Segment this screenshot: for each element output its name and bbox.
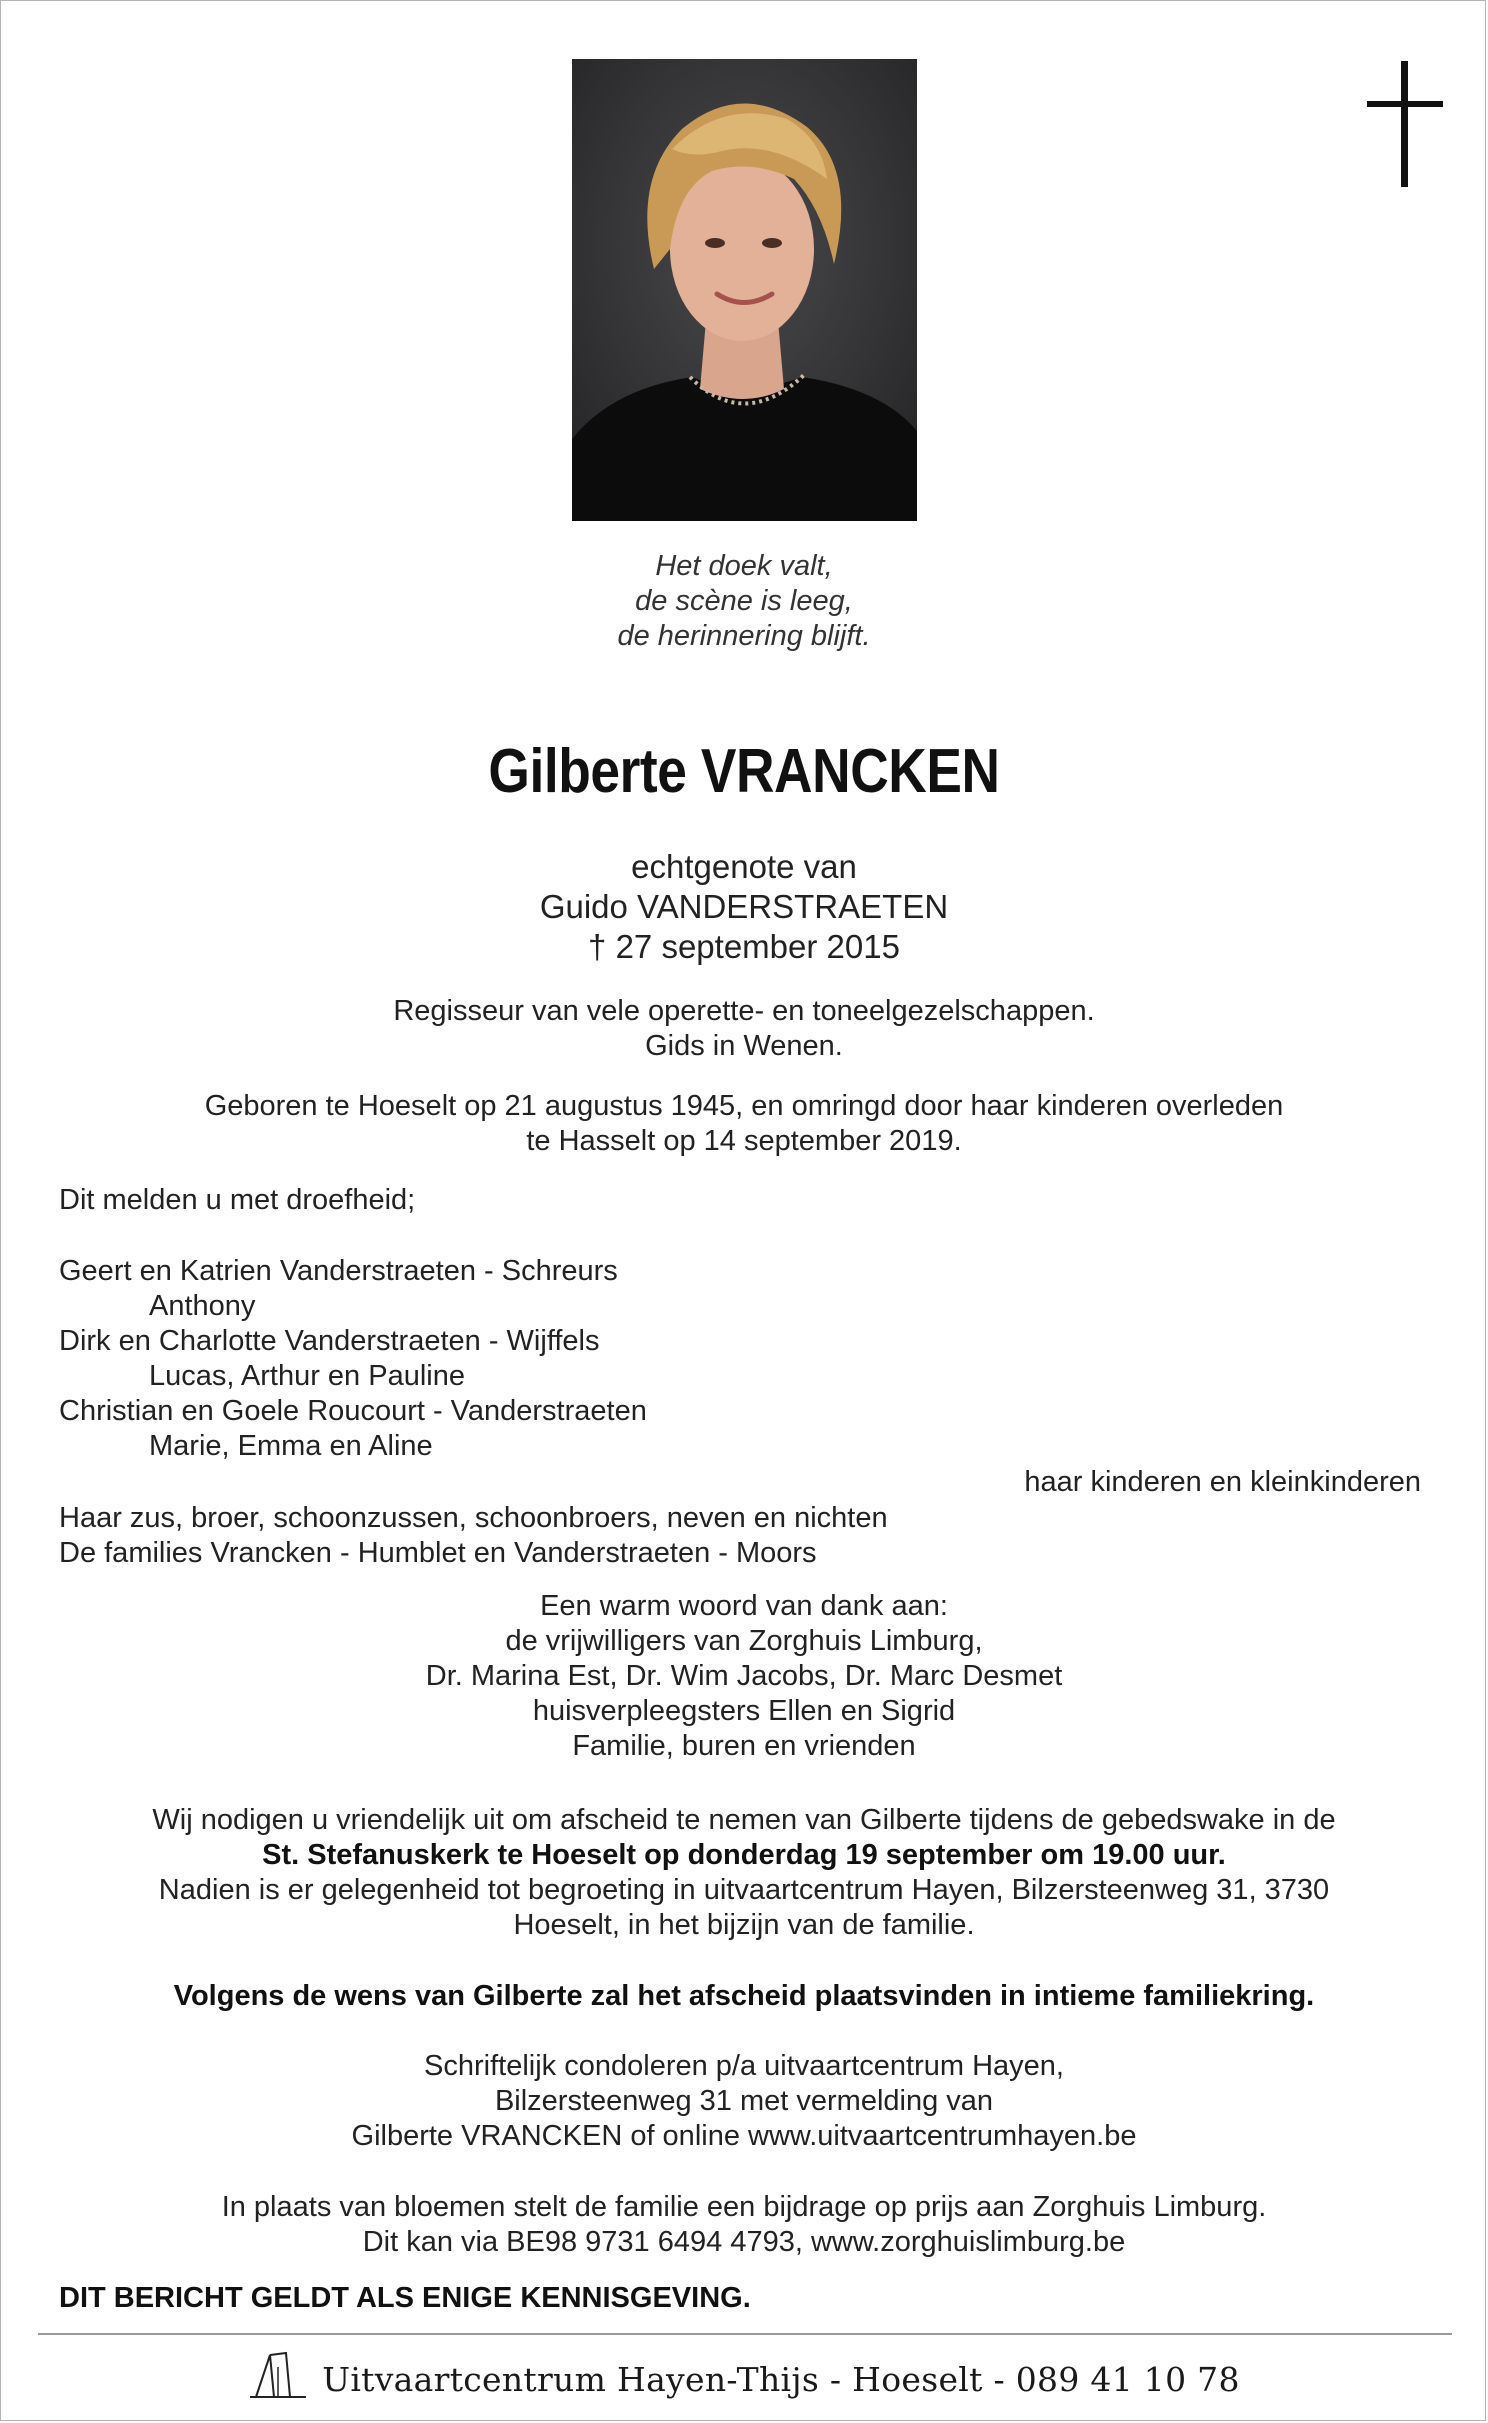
birth-death-line: te Hasselt op 14 september 2019. xyxy=(526,1125,962,1157)
invitation-line: Hoeselt, in het bijzijn van de familie. xyxy=(513,1909,975,1941)
family-member: Geert en Katrien Vanderstraeten - Schreurs xyxy=(59,1255,618,1287)
invitation-block xyxy=(1,1803,1487,1943)
quote-line: Het doek valt, xyxy=(655,550,833,582)
condolence-block xyxy=(1,2049,1487,2154)
donation-line: Dit kan via BE98 9731 6494 4793, www.zorghuislimburg.be xyxy=(362,2226,1126,2258)
thanks-block xyxy=(1,1589,1487,1764)
footer-text: Uitvaartcentrum Hayen-Thijs - Hoeselt - 089 41 10 78 xyxy=(322,2360,1240,2399)
thanks-line: de vrijwilligers van Zorghuis Limburg, xyxy=(505,1625,983,1657)
funeral-home-footer xyxy=(1,2349,1487,2399)
family-member: Dirk en Charlotte Vanderstraeten - Wijffels xyxy=(59,1325,600,1357)
spouse-relation: echtgenote van xyxy=(631,848,857,885)
birth-death-line: Geboren te Hoeselt op 21 augustus 1945, en omringd door haar kinderen overleden xyxy=(204,1090,1284,1122)
cross-icon xyxy=(1367,61,1443,187)
portrait-photo xyxy=(572,59,917,521)
condolence-line: Bilzersteenweg 31 met vermelding van xyxy=(494,2085,994,2117)
thanks-line: Dr. Marina Est, Dr. Wim Jacobs, Dr. Marc Desmet xyxy=(425,1660,1063,1692)
sole-notice: DIT BERICHT GELDT ALS ENIGE KENNISGEVING. xyxy=(59,2282,751,2314)
family-grandchild: Lucas, Arthur en Pauline xyxy=(149,1360,465,1392)
family-member: Christian en Goele Roucourt - Vanderstraeten xyxy=(59,1395,647,1427)
invitation-line: Wij nodigen u vriendelijk uit om afscheid te nemen van Gilberte tijdens de gebedswake in de xyxy=(152,1804,1336,1836)
family-label: haar kinderen en kleinkinderen xyxy=(1024,1466,1421,1498)
career-line: Gids in Wenen. xyxy=(645,1030,843,1062)
family-list xyxy=(59,1254,647,1464)
spouse-name: Guido VANDERSTRAETEN xyxy=(539,888,949,925)
donation-block xyxy=(1,2190,1487,2260)
relatives-line: De families Vrancken - Humblet en Vanderstraeten - Moors xyxy=(59,1537,817,1569)
family-grandchild: Marie, Emma en Aline xyxy=(149,1430,433,1462)
birth-death-block xyxy=(1,1089,1487,1159)
funeral-home-logo-icon xyxy=(248,2349,308,2399)
condolence-line: Schriftelijk condoleren p/a uitvaartcentrum Hayen, xyxy=(424,2050,1064,2082)
relatives-block xyxy=(59,1501,888,1571)
wish-statement: Volgens de wens van Gilberte zal het afscheid plaatsvinden in intieme familiekring. xyxy=(173,1980,1315,2012)
career-line: Regisseur van vele operette- en toneelgezelschappen. xyxy=(393,995,1095,1027)
career-block xyxy=(1,994,1487,1064)
spouse-death-date: † 27 september 2015 xyxy=(588,928,900,965)
quote-line: de herinnering blijft. xyxy=(617,620,871,652)
memorial-quote xyxy=(1,549,1487,654)
thanks-line: huisverpleegsters Ellen en Sigrid xyxy=(532,1695,956,1727)
deceased-name: Gilberte VRANCKEN xyxy=(488,737,1000,806)
invitation-venue: St. Stefanuskerk te Hoeselt op donderdag 19 september om 19.00 uur. xyxy=(262,1839,1226,1871)
family-grandchild: Anthony xyxy=(149,1290,256,1322)
thanks-line: Familie, buren en vrienden xyxy=(572,1730,916,1762)
spouse-block xyxy=(1,847,1487,967)
donation-line: In plaats van bloemen stelt de familie een bijdrage op prijs aan Zorghuis Limburg. xyxy=(221,2191,1267,2223)
condolence-line: Gilberte VRANCKEN of online www.uitvaartcentrumhayen.be xyxy=(351,2120,1137,2152)
footer-divider xyxy=(38,2333,1452,2335)
invitation-line: Nadien is er gelegenheid tot begroeting in uitvaartcentrum Hayen, Bilzersteenweg 31, 3730 xyxy=(158,1874,1330,1906)
relatives-line: Haar zus, broer, schoonzussen, schoonbroers, neven en nichten xyxy=(59,1502,888,1534)
thanks-line: Een warm woord van dank aan: xyxy=(540,1590,948,1622)
quote-line: de scène is leeg, xyxy=(635,585,853,617)
announce-intro: Dit melden u met droefheid; xyxy=(59,1184,416,1216)
